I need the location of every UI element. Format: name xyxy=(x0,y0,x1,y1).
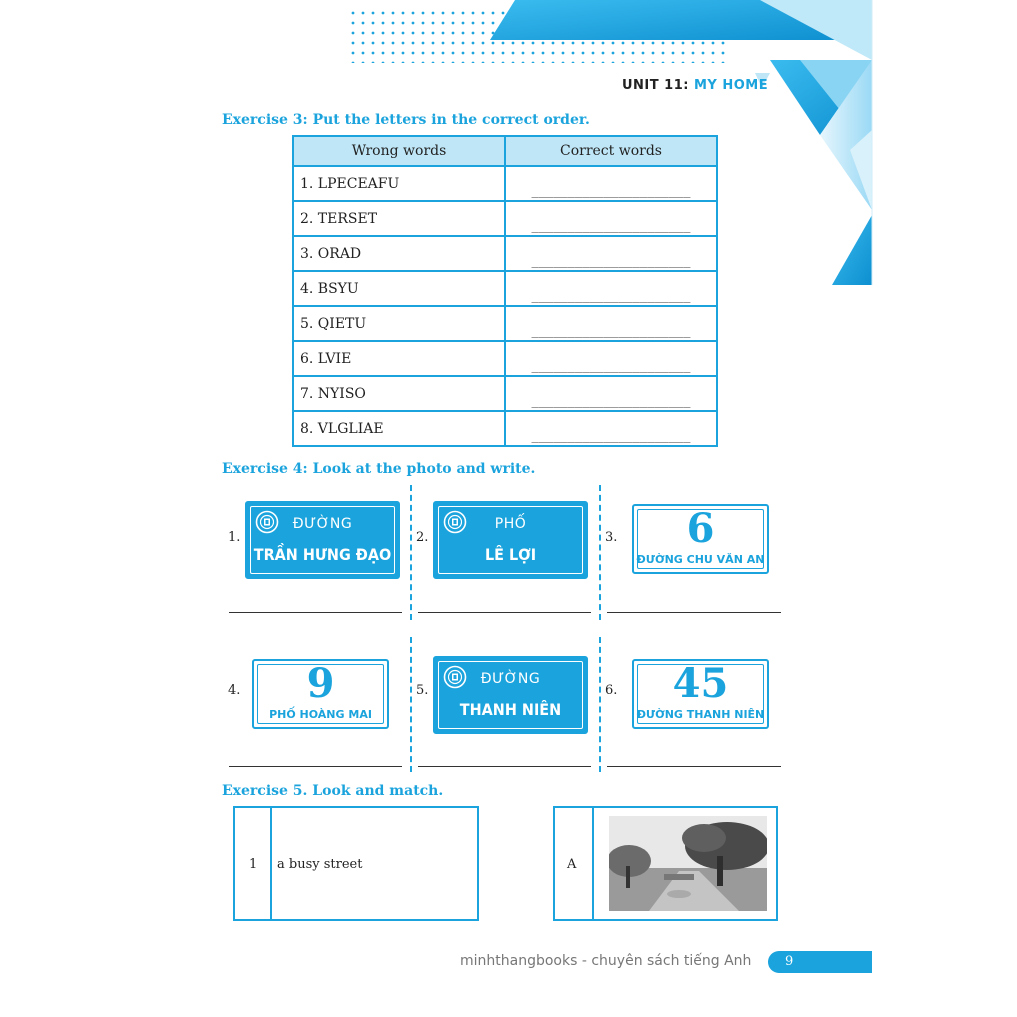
wrong-word: 6. LVIE xyxy=(293,341,505,376)
unit-title xyxy=(622,78,768,93)
wrong-word: 4. BSYU xyxy=(293,271,505,306)
item-number: 6. xyxy=(605,683,618,698)
street-sign-2 xyxy=(433,501,588,579)
plate-street-name: ĐƯỜNG CHU VĂN AN xyxy=(636,553,765,566)
sign-top-text: ĐƯỜNG xyxy=(480,671,541,687)
match-left-item-1[interactable] xyxy=(233,806,479,921)
answer-blank[interactable]: ______________________ xyxy=(505,201,717,236)
table-row xyxy=(293,306,717,341)
answer-blank[interactable]: ______________________ xyxy=(505,376,717,411)
column-divider xyxy=(410,485,412,620)
table-row xyxy=(293,411,717,446)
wrong-word: 3. ORAD xyxy=(293,236,505,271)
column-header-wrong: Wrong words xyxy=(293,136,505,166)
answer-blank[interactable]: ______________________ xyxy=(505,166,717,201)
table-row xyxy=(293,376,717,411)
match-item-letter: A xyxy=(567,857,577,872)
sign-street-name: TRẦN HƯNG ĐẠO xyxy=(253,545,392,564)
sign-top-text: ĐƯỜNG xyxy=(292,516,353,532)
page-number: 9 xyxy=(785,954,794,969)
match-right-item-a[interactable] xyxy=(553,806,778,921)
house-number-plate-6 xyxy=(632,659,769,729)
table-row xyxy=(293,271,717,306)
page-number-badge xyxy=(768,951,872,973)
item-number: 5. xyxy=(416,683,429,698)
plate-street-name: ĐƯỜNG THANH NIÊN xyxy=(636,708,765,721)
table-row xyxy=(293,166,717,201)
answer-line[interactable] xyxy=(229,766,402,767)
item-number: 4. xyxy=(228,683,241,698)
wrong-word: 2. TERSET xyxy=(293,201,505,236)
unit-topic: MY HOME xyxy=(694,78,769,93)
word-order-table xyxy=(292,135,718,447)
plate-street-name: PHỐ HOÀNG MAI xyxy=(269,708,372,721)
column-divider xyxy=(599,485,601,620)
answer-line[interactable] xyxy=(229,612,402,613)
house-number: 45 xyxy=(672,660,729,707)
wrong-word: 5. QIETU xyxy=(293,306,505,341)
sign-top-text: PHỐ xyxy=(494,516,527,532)
table-row xyxy=(293,236,717,271)
answer-blank[interactable]: ______________________ xyxy=(505,341,717,376)
unit-label: UNIT 11: xyxy=(622,78,689,93)
house-number-plate-3 xyxy=(632,504,769,574)
wrong-word: 8. VLGLIAE xyxy=(293,411,505,446)
match-item-text: a busy street xyxy=(277,857,363,872)
street-sign-5 xyxy=(433,656,588,734)
item-number: 3. xyxy=(605,530,618,545)
sign-street-name: THANH NIÊN xyxy=(459,700,562,719)
house-number: 6 xyxy=(686,505,715,552)
match-item-number: 1 xyxy=(249,857,258,872)
street-sign-1 xyxy=(245,501,400,579)
sign-street-name: LÊ LỢI xyxy=(484,545,537,564)
item-number: 1. xyxy=(228,530,241,545)
wrong-word: 7. NYISO xyxy=(293,376,505,411)
wrong-word: 1. LPECEAFU xyxy=(293,166,505,201)
answer-line[interactable] xyxy=(418,766,591,767)
column-header-correct: Correct words xyxy=(505,136,717,166)
exercise-5-heading: Exercise 5. Look and match. xyxy=(222,783,444,799)
village-scene-photo xyxy=(609,816,767,911)
item-number: 2. xyxy=(416,530,429,545)
house-number-plate-4 xyxy=(252,659,389,729)
column-divider xyxy=(410,637,412,772)
footer-publisher: minhthangbooks - chuyên sách tiếng Anh xyxy=(460,953,752,969)
answer-blank[interactable]: ______________________ xyxy=(505,411,717,446)
answer-line[interactable] xyxy=(418,612,591,613)
house-number: 9 xyxy=(306,660,335,707)
table-row xyxy=(293,201,717,236)
answer-line[interactable] xyxy=(607,766,781,767)
table-row xyxy=(293,341,717,376)
exercise-4-heading: Exercise 4: Look at the photo and write. xyxy=(222,461,536,477)
answer-line[interactable] xyxy=(607,612,781,613)
answer-blank[interactable]: ______________________ xyxy=(505,271,717,306)
exercise-3-heading: Exercise 3: Put the letters in the correct order. xyxy=(222,112,590,128)
answer-blank[interactable]: ______________________ xyxy=(505,236,717,271)
answer-blank[interactable]: ______________________ xyxy=(505,306,717,341)
column-divider xyxy=(599,637,601,772)
